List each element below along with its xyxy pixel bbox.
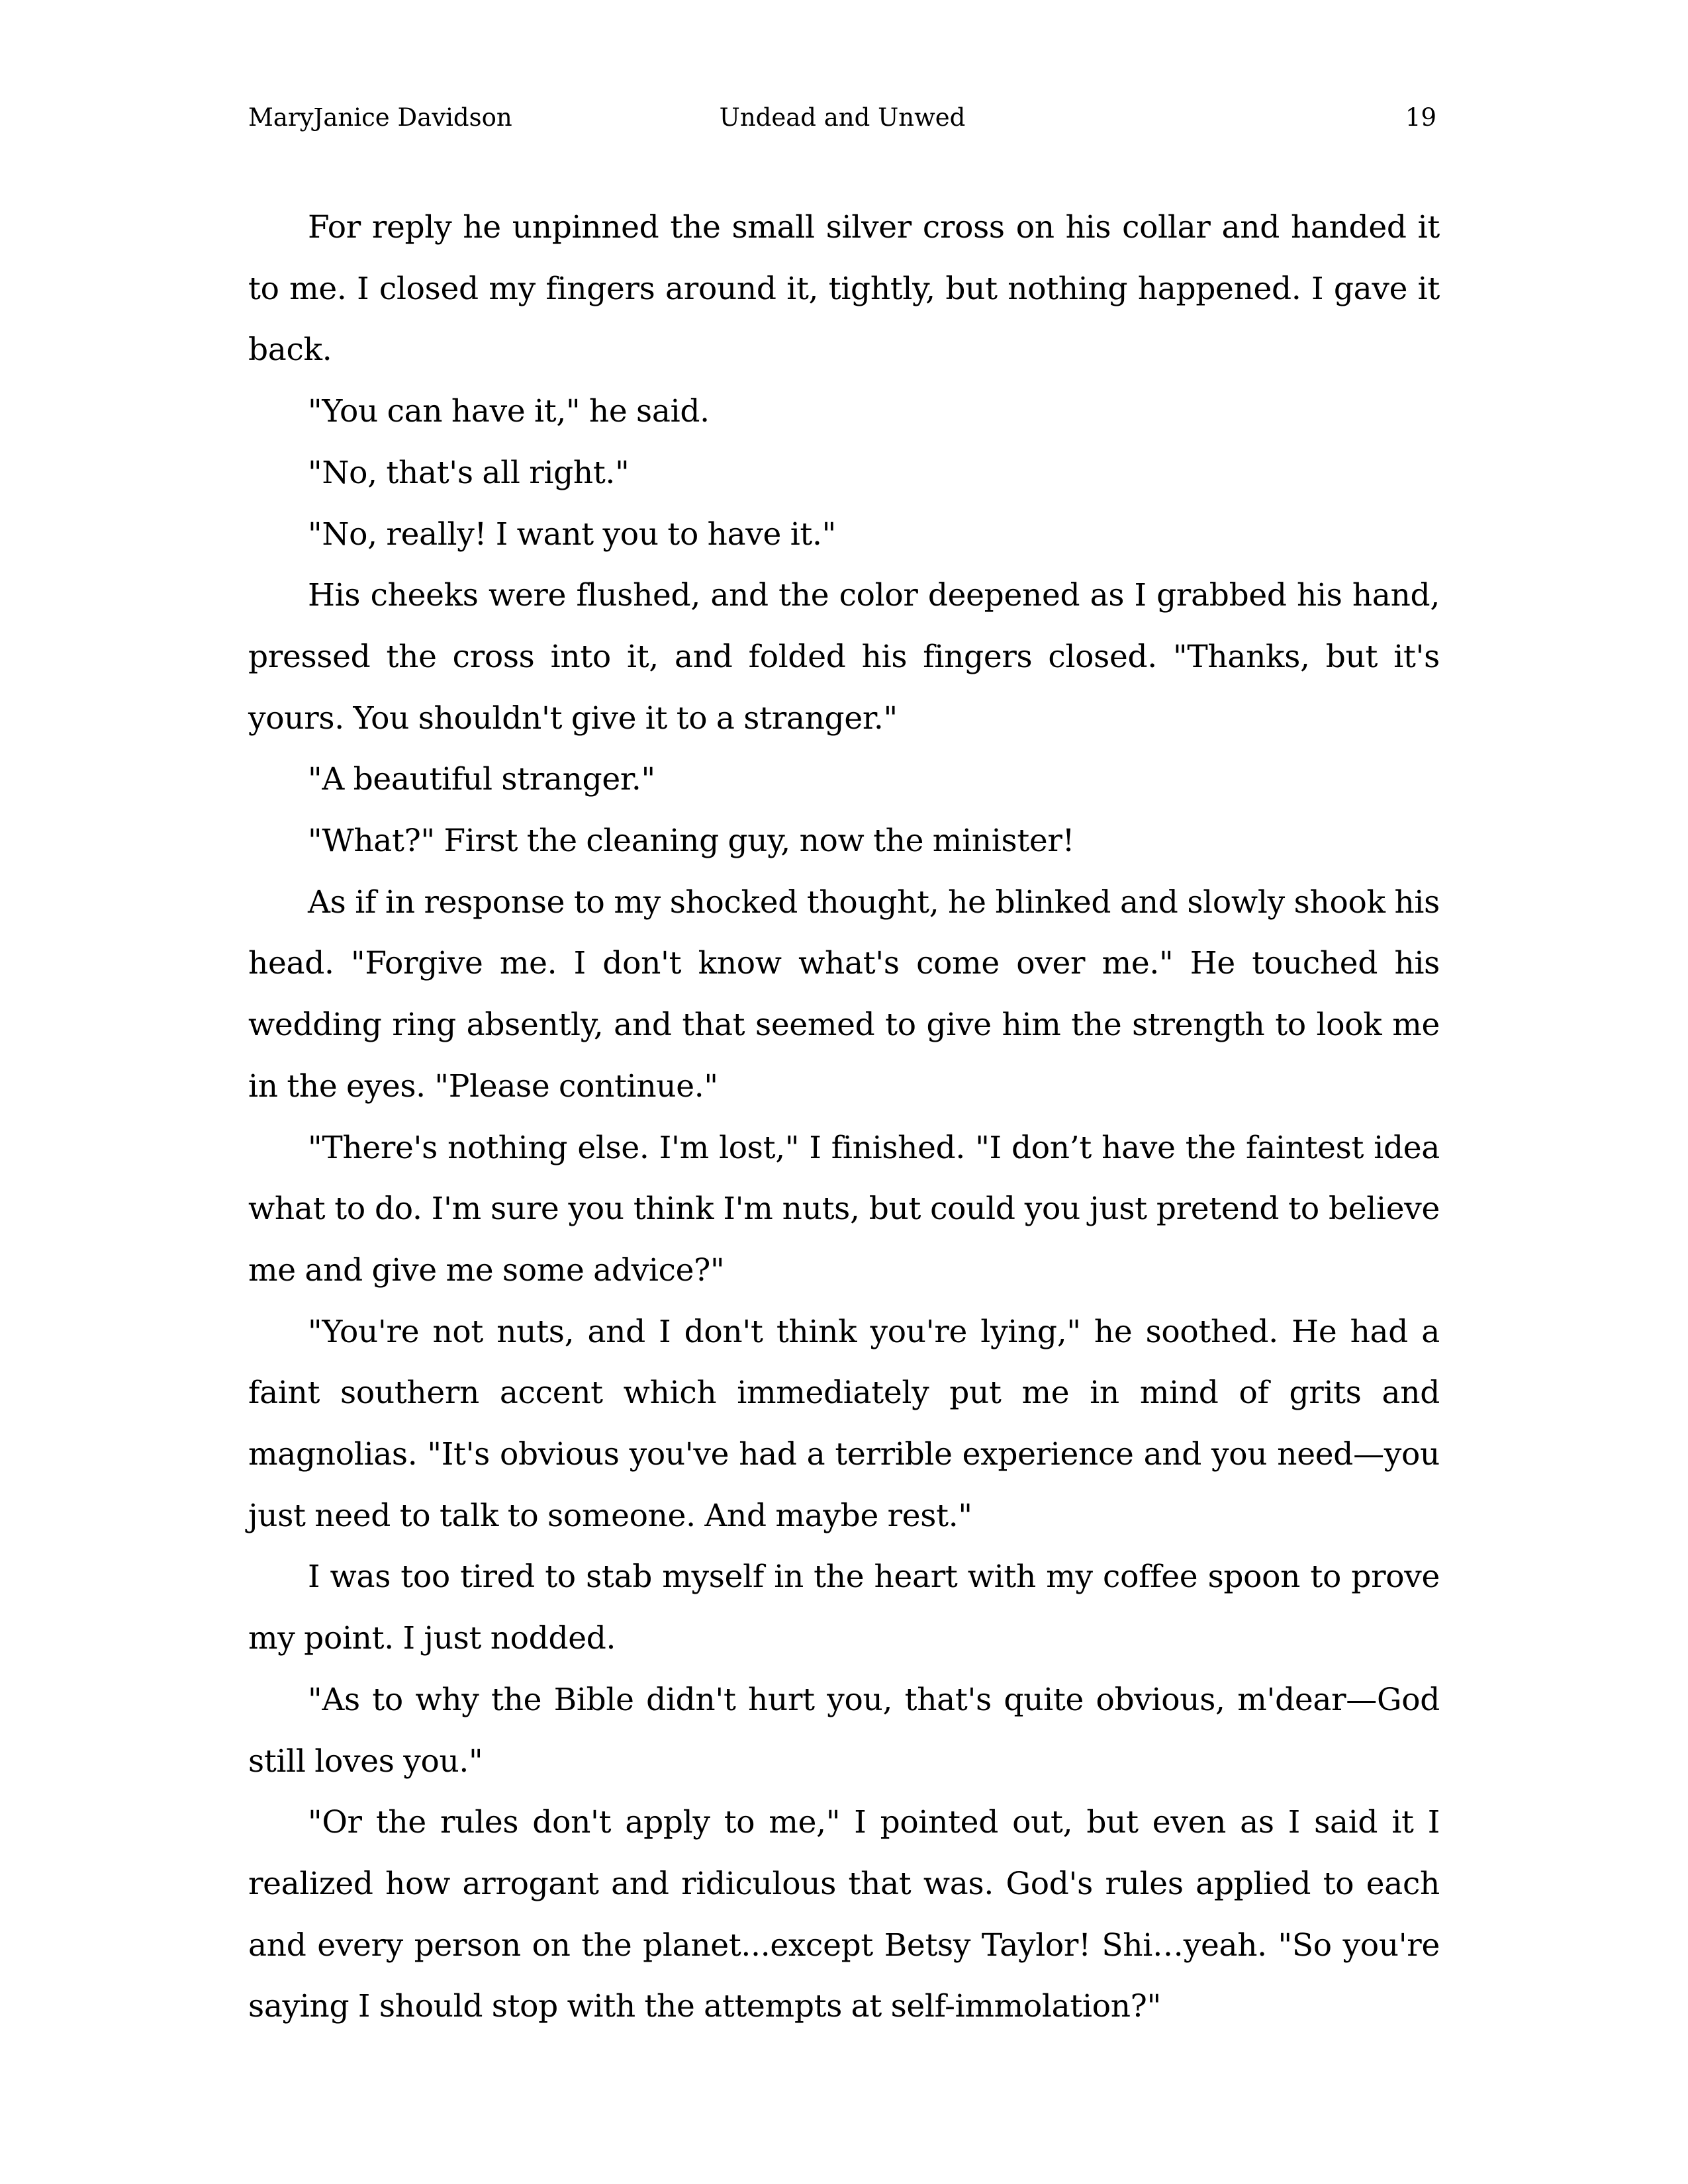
paragraph: "No, that's all right." xyxy=(308,454,630,491)
body-text xyxy=(248,197,1440,2038)
paragraph: His cheeks were flushed, and the color deepened as I grabbed his hand, pressed the cross into it, and folded his fingers closed. "Thanks, but it's yours. You shouldn't give it to a stranger." xyxy=(248,577,1440,737)
paragraph: "As to why the Bible didn't hurt you, that's quite obvious, m'dear—God still loves you." xyxy=(248,1681,1440,1780)
paragraph: "Or the rules don't apply to me," I pointed out, but even as I said it I realized how arrogant and ridiculous that was. God's rules applied to each and every person on the planet...except Betsy Taylor! Shi…yeah. "So you're saying I should stop with the attempts at self-immolation?" xyxy=(248,1804,1440,2025)
paragraph: I was too tired to stab myself in the heart with my coffee spoon to prove my point. I just nodded. xyxy=(248,1559,1440,1657)
paragraph: "You're not nuts, and I don't think you're lying," he soothed. He had a faint southern accent which immediately put me in mind of grits and magnolias. "It's obvious you've had a terrible experience and you need—you just need to talk to someone. And maybe rest." xyxy=(248,1313,1440,1534)
paragraph: "What?" First the cleaning guy, now the minister! xyxy=(308,823,1075,860)
paragraph: For reply he unpinned the small silver cross on his collar and handed it to me. I closed my fingers around it, tightly, but nothing happened. I gave it back. xyxy=(248,209,1440,369)
paragraph: As if in response to my shocked thought, he blinked and slowly shook his head. "Forgive me. I don't know what's come over me." He touched his wedding ring absently, and that seemed to give him the strength to look me in the eyes. "Please continue." xyxy=(248,884,1440,1105)
page-header xyxy=(248,98,1440,138)
paragraph: "No, really! I want you to have it." xyxy=(308,516,836,553)
paragraph: "You can have it," he said. xyxy=(308,393,710,430)
header-title: Undead and Unwed xyxy=(719,103,966,132)
header-author: MaryJanice Davidson xyxy=(248,103,512,132)
paragraph: "There's nothing else. I'm lost," I finished. "I don’t have the faintest idea what to do. I'm sure you think I'm nuts, but could you just pretend to believe me and give me some advice?" xyxy=(248,1129,1440,1289)
paragraph: "A beautiful stranger." xyxy=(308,761,655,798)
page-number: 19 xyxy=(1405,103,1436,132)
